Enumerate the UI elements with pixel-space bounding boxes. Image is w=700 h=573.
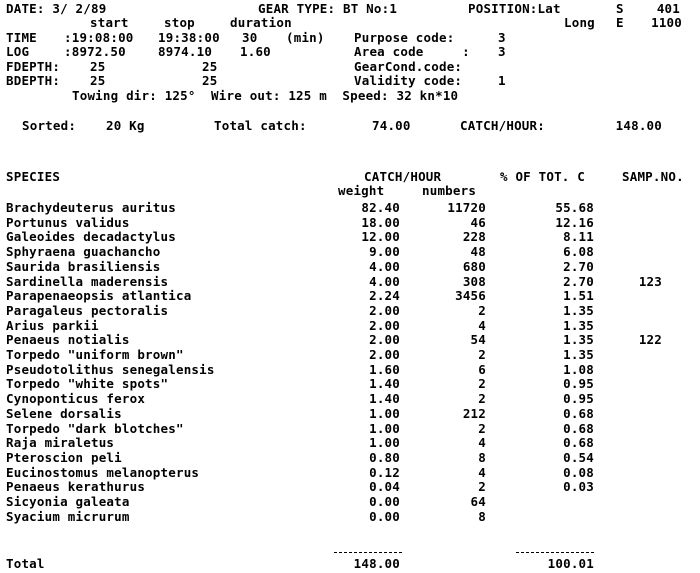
numbers-value: 4 — [478, 435, 486, 450]
species-name: Sardinella maderensis — [6, 274, 169, 289]
numbers-value: 54 — [470, 332, 486, 347]
time-unit: (min) — [286, 30, 325, 45]
numbers-value: 212 — [462, 406, 486, 421]
log-label: LOG — [6, 44, 30, 59]
pct-value: 1.35 — [563, 318, 594, 333]
weight-value: 0.12 — [369, 465, 400, 480]
log-start: :8972.50 — [64, 44, 126, 59]
species-name: Saurida brasiliensis — [6, 259, 161, 274]
weight-value: 2.00 — [369, 318, 400, 333]
fdepth-stop: 25 — [202, 59, 218, 74]
species-name: Cynoponticus ferox — [6, 391, 146, 406]
pct-value: 8.11 — [563, 229, 594, 244]
numbers-value: 228 — [462, 229, 486, 244]
weight-value: 1.40 — [369, 391, 400, 406]
weight-value: 0.80 — [369, 450, 400, 465]
species-name: Pseudotolithus senegalensis — [6, 362, 215, 377]
pct-value: 1.35 — [563, 332, 594, 347]
gear-type-label: GEAR TYPE: BT No:1 — [258, 1, 398, 16]
pct-value: 0.54 — [563, 450, 594, 465]
weight-value: 0.00 — [369, 494, 400, 509]
species-name: Selene dorsalis — [6, 406, 122, 421]
numbers-value: 2 — [478, 376, 486, 391]
species-name: Pteroscion peli — [6, 450, 122, 465]
log-duration: 1.60 — [240, 44, 271, 59]
pct-value: 6.08 — [563, 244, 594, 259]
total-weight: 148.00 — [353, 556, 400, 571]
numbers-value: 46 — [470, 215, 486, 230]
weight-value: 2.00 — [369, 303, 400, 318]
numbers-value: 6 — [478, 362, 486, 377]
weight-value: 1.00 — [369, 421, 400, 436]
pct-value: 1.51 — [563, 288, 594, 303]
species-name: Penaeus kerathurus — [6, 479, 146, 494]
species-name: Raja miraletus — [6, 435, 115, 450]
numbers-value: 2 — [478, 391, 486, 406]
gearcond-code-label: GearCond.code: — [354, 59, 463, 74]
weight-value: 1.00 — [369, 435, 400, 450]
numbers-header: numbers — [422, 183, 477, 198]
pct-value: 0.95 — [563, 376, 594, 391]
bdepth-start: 25 — [90, 73, 106, 88]
species-name: Galeoides decadactylus — [6, 229, 176, 244]
purpose-code-value: 3 — [498, 30, 506, 45]
time-duration: 30 — [242, 30, 258, 45]
numbers-value: 2 — [478, 421, 486, 436]
numbers-value: 64 — [470, 494, 486, 509]
catch-hour-header: CATCH/HOUR — [364, 169, 442, 184]
total-catch-label: Total catch: — [214, 118, 307, 133]
long-value: 1100 — [651, 15, 682, 30]
weight-header: weight — [338, 183, 385, 198]
total-pct: 100.01 — [547, 556, 594, 571]
pct-value: 0.68 — [563, 421, 594, 436]
bdepth-label: BDEPTH: — [6, 73, 61, 88]
date-label: DATE: 3/ 2/89 — [6, 1, 107, 16]
weight-value: 1.40 — [369, 376, 400, 391]
weight-value: 9.00 — [369, 244, 400, 259]
weight-value: 1.60 — [369, 362, 400, 377]
purpose-code-label: Purpose code: — [354, 30, 455, 45]
pct-value: 55.68 — [555, 200, 594, 215]
weight-value: 1.00 — [369, 406, 400, 421]
numbers-value: 8 — [478, 509, 486, 524]
log-stop: 8974.10 — [158, 44, 213, 59]
total-catch-value: 74.00 — [372, 118, 411, 133]
numbers-value: 11720 — [447, 200, 486, 215]
pct-value: 12.16 — [555, 215, 594, 230]
time-start: :19:08:00 — [64, 30, 134, 45]
numbers-value: 2 — [478, 303, 486, 318]
weight-value: 82.40 — [361, 200, 400, 215]
species-name: Brachydeuterus auritus — [6, 200, 176, 215]
pct-value: 0.68 — [563, 435, 594, 450]
sample-number-header: SAMP.NO. — [622, 169, 684, 184]
validity-code-label: Validity code: — [354, 73, 463, 88]
pct-total-rule — [516, 552, 594, 553]
sample-number-value: 123 — [638, 274, 662, 289]
numbers-value: 308 — [462, 274, 486, 289]
area-code-label: Area code : — [354, 44, 470, 59]
species-name: Torpedo "dark blotches" — [6, 421, 184, 436]
species-header: SPECIES — [6, 169, 61, 184]
pct-value: 0.03 — [563, 479, 594, 494]
sample-number-value: 122 — [638, 332, 662, 347]
towing-line: Towing dir: 125° Wire out: 125 m Speed: 32 kn*10 — [72, 88, 459, 103]
species-name: Syacium micrurum — [6, 509, 130, 524]
col-start-label: start — [90, 15, 129, 30]
weight-value: 4.00 — [369, 259, 400, 274]
species-name: Portunus validus — [6, 215, 130, 230]
col-duration-label: duration — [230, 15, 292, 30]
lat-value: 401 — [656, 1, 680, 16]
weight-value: 18.00 — [361, 215, 400, 230]
validity-code-value: 1 — [498, 73, 506, 88]
weight-total-rule — [334, 552, 402, 553]
col-stop-label: stop — [164, 15, 195, 30]
pct-value: 1.35 — [563, 303, 594, 318]
numbers-value: 4 — [478, 318, 486, 333]
weight-value: 2.00 — [369, 332, 400, 347]
pct-value: 1.35 — [563, 347, 594, 362]
weight-value: 2.24 — [369, 288, 400, 303]
bdepth-stop: 25 — [202, 73, 218, 88]
species-name: Parapenaeopsis atlantica — [6, 288, 192, 303]
sorted-label: Sorted: — [22, 118, 77, 133]
catch-hour-label: CATCH/HOUR: — [460, 118, 545, 133]
lat-hemisphere: S — [616, 1, 624, 16]
time-label: TIME — [6, 30, 37, 45]
pct-value: 1.08 — [563, 362, 594, 377]
weight-value: 0.00 — [369, 509, 400, 524]
fdepth-label: FDEPTH: — [6, 59, 61, 74]
weight-value: 4.00 — [369, 274, 400, 289]
pct-value: 2.70 — [563, 259, 594, 274]
numbers-value: 4 — [478, 465, 486, 480]
pct-value: 0.68 — [563, 406, 594, 421]
species-name: Arius parkii — [6, 318, 99, 333]
numbers-value: 3456 — [455, 288, 486, 303]
pct-value: 2.70 — [563, 274, 594, 289]
area-code-value: 3 — [498, 44, 506, 59]
numbers-value: 680 — [462, 259, 486, 274]
catch-hour-value: 148.00 — [615, 118, 662, 133]
weight-value: 2.00 — [369, 347, 400, 362]
weight-value: 0.04 — [369, 479, 400, 494]
numbers-value: 2 — [478, 479, 486, 494]
long-label: Long — [564, 15, 595, 30]
numbers-value: 48 — [470, 244, 486, 259]
total-label: Total — [6, 556, 45, 571]
species-name: Eucinostomus melanopterus — [6, 465, 200, 480]
species-name: Sicyonia galeata — [6, 494, 130, 509]
species-name: Sphyraena guachancho — [6, 244, 161, 259]
species-name: Torpedo "uniform brown" — [6, 347, 184, 362]
sorted-value: 20 Kg — [106, 118, 145, 133]
fdepth-start: 25 — [90, 59, 106, 74]
species-name: Paragaleus pectoralis — [6, 303, 169, 318]
species-name: Torpedo "white spots" — [6, 376, 169, 391]
weight-value: 12.00 — [361, 229, 400, 244]
long-hemisphere: E — [616, 15, 624, 30]
pct-of-total-header: % OF TOT. C — [500, 169, 585, 184]
numbers-value: 8 — [478, 450, 486, 465]
species-name: Penaeus notialis — [6, 332, 130, 347]
pct-value: 0.08 — [563, 465, 594, 480]
numbers-value: 2 — [478, 347, 486, 362]
pct-value: 0.95 — [563, 391, 594, 406]
time-stop: 19:38:00 — [158, 30, 220, 45]
position-label: POSITION:Lat — [468, 1, 561, 16]
